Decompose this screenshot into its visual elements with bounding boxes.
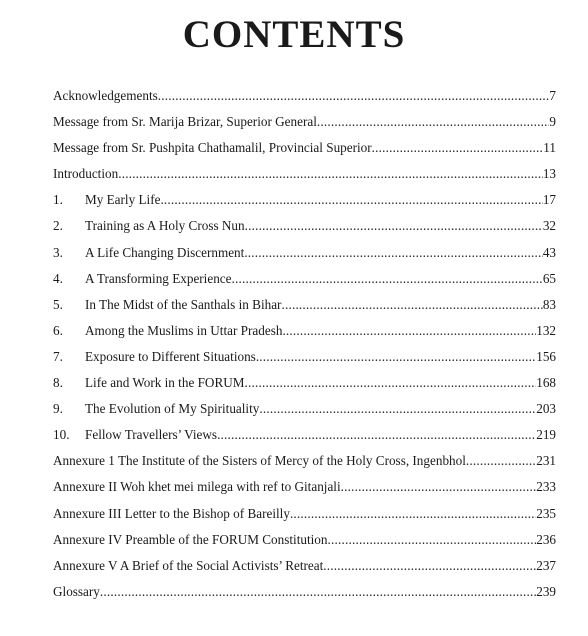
toc-leader-dots: [217, 425, 536, 445]
toc-chapter-number: 10.: [53, 427, 70, 443]
toc-leader-dots: [118, 164, 543, 184]
toc-page-number: 9: [549, 114, 556, 130]
toc-page-number: 235: [536, 505, 556, 521]
toc-leader-dots: [372, 138, 544, 158]
toc-entry: [53, 582, 556, 608]
toc-leader-dots: [245, 216, 543, 236]
toc-page-number: 239: [536, 583, 556, 599]
toc-entry-label: Training as A Holy Cross Nun: [85, 218, 245, 234]
toc-entry-label: Message from Sr. Marija Brizar, Superior General: [53, 114, 317, 130]
toc-entry: [53, 216, 556, 242]
toc-leader-dots: [100, 582, 536, 602]
toc-page-number: 156: [536, 348, 556, 364]
toc-page-number: 32: [542, 218, 556, 234]
toc-chapter-number: 9.: [53, 401, 63, 417]
toc-page-number: 219: [536, 427, 556, 443]
toc-leader-dots: [341, 477, 537, 497]
toc-entry: [53, 86, 556, 112]
toc-leader-dots: [256, 347, 536, 367]
toc-entry: [53, 112, 556, 138]
toc-page-number: 83: [542, 296, 556, 312]
toc-entry-label: Annexure 1 The Institute of the Sisters of Mercy of the Holy Cross, Ingenbhol: [53, 453, 466, 469]
toc-chapter-number: 5.: [53, 296, 63, 312]
toc-page-number: 237: [536, 557, 556, 573]
toc-page-number: 233: [536, 479, 556, 495]
toc-entry: [53, 530, 556, 556]
toc-leader-dots: [259, 399, 536, 419]
toc-entry-label: Annexure V A Brief of the Social Activists’ Retreat: [53, 557, 324, 573]
toc-entry-label: Annexure II Woh khet mei milega with ref to Gitanjali: [53, 479, 341, 495]
toc-leader-dots: [327, 530, 536, 550]
toc-entry-label: Acknowledgements: [53, 88, 158, 103]
toc-entry: [53, 164, 556, 190]
toc-page-number: 13: [542, 166, 556, 182]
toc-page-number: 7: [549, 88, 556, 103]
page-title: CONTENTS: [182, 13, 406, 56]
toc-page-number: 132: [536, 322, 556, 338]
toc-entry: [53, 295, 556, 321]
toc-entry: [53, 504, 556, 530]
toc-entry-label: Among the Muslims in Uttar Pradesh: [85, 322, 283, 338]
toc-page-number: 231: [536, 453, 556, 469]
toc-entry-label: A Transforming Experience: [85, 270, 232, 286]
toc-entry: [53, 243, 556, 269]
toc-leader-dots: [244, 243, 543, 263]
toc-entry-label: The Evolution of My Spirituality: [85, 401, 260, 417]
toc-entry-label: Fellow Travellers’ Views: [85, 427, 218, 443]
toc-entry-label: Annexure III Letter to the Bishop of Bareilly: [53, 505, 290, 521]
toc-entry-label: Annexure IV Preamble of the FORUM Constitution: [53, 531, 328, 547]
toc-entry: [53, 399, 556, 425]
toc-entry-label: Life and Work in the FORUM: [85, 375, 245, 391]
toc-entry-label: In The Midst of the Santhals in Bihar: [85, 296, 282, 312]
toc-chapter-number: 2.: [53, 218, 63, 234]
toc-chapter-number: 4.: [53, 270, 63, 286]
toc-page-number: 43: [542, 244, 556, 260]
toc-entry: [53, 347, 556, 373]
toc-page-number: 17: [542, 192, 556, 208]
toc-entry: [53, 138, 556, 164]
toc-entry-label: A Life Changing Discernment: [85, 244, 245, 260]
toc-page-number: 203: [536, 401, 556, 417]
toc-page-number: 236: [536, 531, 556, 547]
toc-page-number: 11: [543, 140, 556, 156]
toc-leader-dots: [290, 504, 536, 524]
toc-entry-label: My Early Life: [85, 192, 161, 208]
toc-leader-dots: [232, 269, 543, 289]
toc-entry-label: Message from Sr. Pushpita Chathamalil, Provincial Superior: [53, 140, 372, 156]
toc-leader-dots: [281, 295, 542, 315]
toc-entry: [53, 477, 556, 503]
toc-leader-dots: [466, 451, 536, 471]
toc-leader-dots: [323, 556, 536, 576]
toc-entry: [53, 269, 556, 295]
toc-leader-dots: [317, 112, 550, 132]
toc-leader-dots: [158, 86, 550, 106]
toc-chapter-number: 6.: [53, 322, 63, 338]
toc-leader-dots: [245, 373, 537, 393]
toc-entry: [53, 321, 556, 347]
toc-page-number: 65: [542, 270, 556, 286]
toc-leader-dots: [282, 321, 536, 341]
toc-entry-label: Introduction: [53, 166, 119, 182]
toc-entry: [53, 425, 556, 451]
toc-page-number: 168: [536, 375, 556, 391]
toc-entry: [53, 373, 556, 399]
table-of-contents: [53, 86, 556, 608]
toc-entry-label: Glossary: [53, 583, 100, 599]
toc-chapter-number: 7.: [53, 348, 63, 364]
toc-entry-label: Exposure to Different Situations: [85, 348, 256, 364]
toc-entry: [53, 556, 556, 582]
toc-entry: [53, 190, 556, 216]
toc-leader-dots: [160, 190, 542, 210]
toc-entry: [53, 451, 556, 477]
toc-chapter-number: 3.: [53, 244, 63, 260]
toc-chapter-number: 1.: [53, 192, 63, 208]
toc-chapter-number: 8.: [53, 375, 63, 391]
